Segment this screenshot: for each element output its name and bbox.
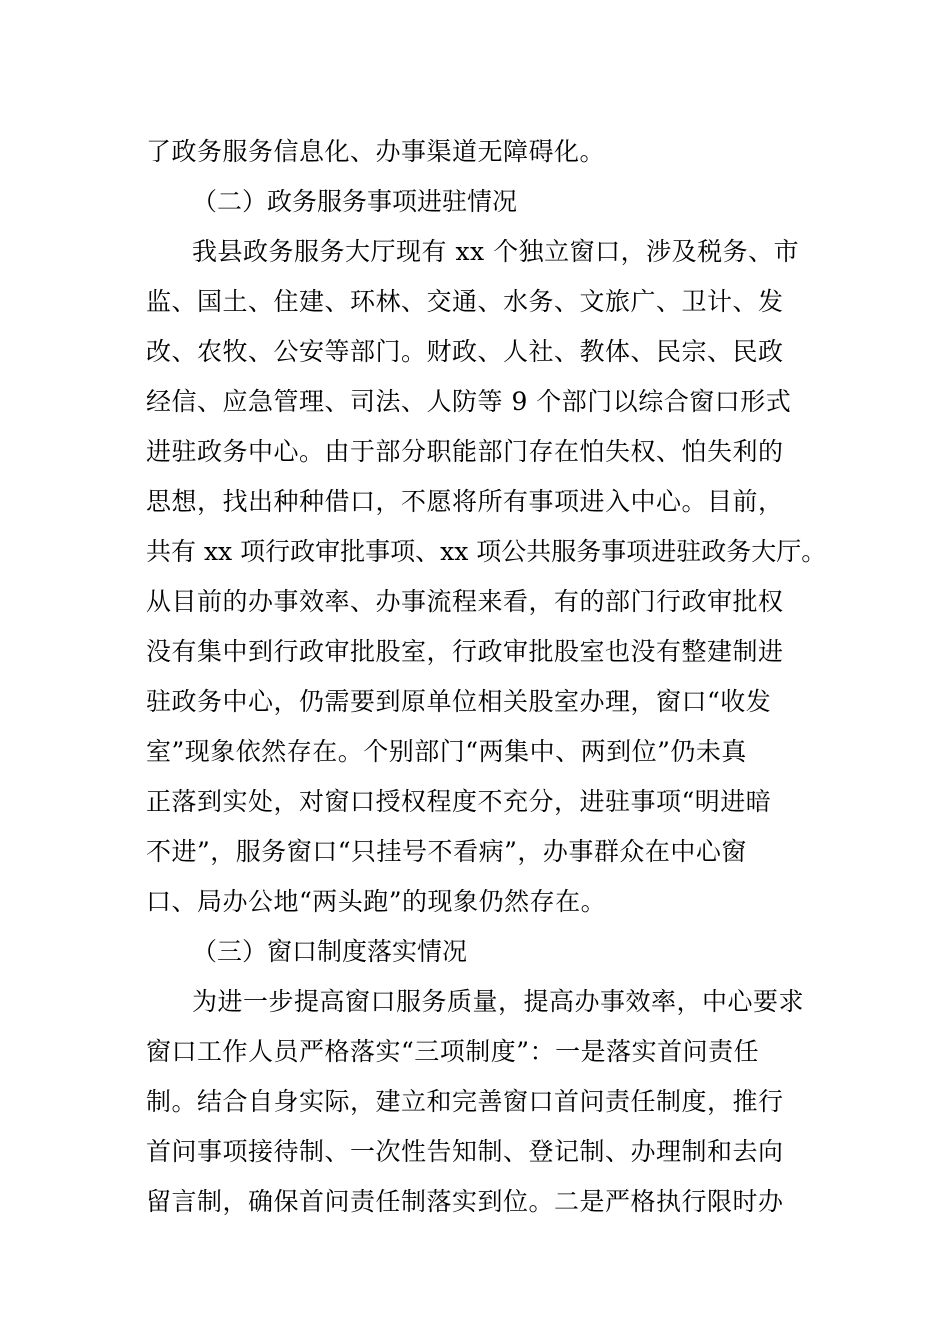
paragraph-line: 口、局办公地“两头跑”的现象仍然存在。 <box>146 887 607 916</box>
paragraph-line: 共有 xx 项行政审批事项、xx 项公共服务事项进驻政务大厅。 <box>146 537 827 566</box>
paragraph-line: 改、农牧、公安等部门。财政、人社、教体、民宗、民政 <box>146 337 784 366</box>
paragraph-line: 经信、应急管理、司法、人防等 9 个部门以综合窗口形式 <box>146 387 792 416</box>
section-heading: （三）窗口制度落实情况 <box>192 937 468 966</box>
paragraph-line: 为进一步提高窗口服务质量，提高办事效率，中心要求 <box>192 987 805 1016</box>
paragraph-line: 留言制，确保首问责任制落实到位。二是严格执行限时办 <box>146 1187 784 1216</box>
paragraph-line: 进驻政务中心。由于部分职能部门存在怕失权、怕失利的 <box>146 437 784 466</box>
section-heading: （二）政务服务事项进驻情况 <box>192 187 518 216</box>
paragraph-line: 室”现象依然存在。个别部门“两集中、两到位”仍未真 <box>146 737 747 766</box>
paragraph-line: 不进”，服务窗口“只挂号不看病”，办事群众在中心窗 <box>146 837 747 866</box>
paragraph-line: 了政务服务信息化、办事渠道无障碍化。 <box>146 137 606 166</box>
paragraph-line: 窗口工作人员严格落实“三项制度”：一是落实首问责任 <box>146 1037 760 1066</box>
paragraph-line: 监、国土、住建、环林、交通、水务、文旅广、卫计、发 <box>146 287 784 316</box>
paragraph-line: 制。结合自身实际，建立和完善窗口首问责任制度，推行 <box>146 1087 784 1116</box>
paragraph-line: 思想，找出种种借口，不愿将所有事项进入中心。目前， <box>146 487 784 516</box>
paragraph-line: 正落到实处，对窗口授权程度不充分，进驻事项“明进暗 <box>146 787 772 816</box>
paragraph-line: 我县政务服务大厅现有 xx 个独立窗口，涉及税务、市 <box>192 237 800 266</box>
paragraph-line: 首问事项接待制、一次性告知制、登记制、办理制和去向 <box>146 1137 784 1166</box>
paragraph-line: 驻政务中心，仍需要到原单位相关股室办理，窗口“收发 <box>146 687 772 716</box>
paragraph-line: 没有集中到行政审批股室，行政审批股室也没有整建制进 <box>146 637 784 666</box>
paragraph-line: 从目前的办事效率、办事流程来看，有的部门行政审批权 <box>146 587 784 616</box>
